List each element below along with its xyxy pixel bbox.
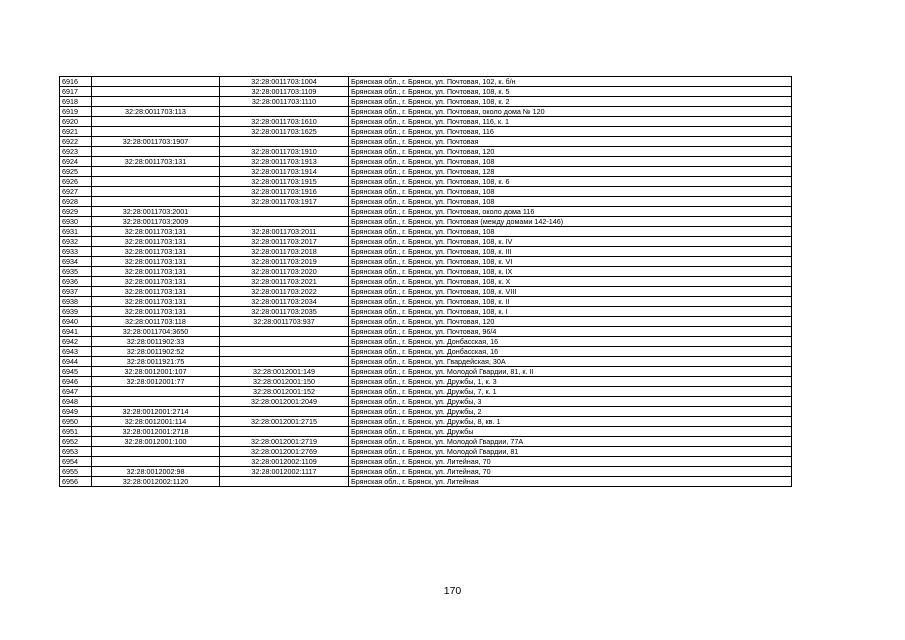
address-cell: Брянская обл., г. Брянск, ул. Почтовая, 108 [349, 187, 792, 197]
object-number-cell [220, 427, 349, 437]
object-number-cell: 32:28:0011703:1916 [220, 187, 349, 197]
parcel-number-cell [92, 187, 220, 197]
address-cell: Брянская обл., г. Брянск, ул. Почтовая (между домами 142-146) [349, 217, 792, 227]
parcel-number-cell: 32:28:0011703:131 [92, 247, 220, 257]
address-cell: Брянская обл., г. Брянск, ул. Почтовая, 108 [349, 197, 792, 207]
table-row [60, 467, 792, 477]
row-number-cell: 6955 [60, 467, 92, 477]
address-cell: Брянская обл., г. Брянск, ул. Почтовая, 108, к. VI [349, 257, 792, 267]
page-number: 170 [443, 585, 462, 597]
parcel-number-cell: 32:28:0011703:131 [92, 257, 220, 267]
row-number-cell: 6939 [60, 307, 92, 317]
table-row [60, 147, 792, 157]
parcel-number-cell: 32:28:0012001:100 [92, 437, 220, 447]
object-number-cell: 32:28:0012001:2769 [220, 447, 349, 457]
object-number-cell: 32:28:0011703:1914 [220, 167, 349, 177]
parcel-number-cell: 32:28:0011703:131 [92, 277, 220, 287]
row-number-cell: 6946 [60, 377, 92, 387]
row-number-cell: 6949 [60, 407, 92, 417]
row-number-cell: 6933 [60, 247, 92, 257]
object-number-cell: 32:28:0012001:149 [220, 367, 349, 377]
table-row [60, 437, 792, 447]
object-number-cell: 32:28:0011703:1110 [220, 97, 349, 107]
address-cell: Брянская обл., г. Брянск, ул. Почтовая, 108, к. 6 [349, 177, 792, 187]
address-cell: Брянская обл., г. Брянск, ул. Дружбы, 1, к. 3 [349, 377, 792, 387]
table-row [60, 187, 792, 197]
row-number-cell: 6926 [60, 177, 92, 187]
object-number-cell: 32:28:0011703:937 [220, 317, 349, 327]
parcel-number-cell: 32:28:0011703:131 [92, 297, 220, 307]
parcel-number-cell [92, 387, 220, 397]
row-number-cell: 6945 [60, 367, 92, 377]
cadastral-table [59, 76, 792, 487]
table-row [60, 227, 792, 237]
table-row [60, 407, 792, 417]
row-number-cell: 6929 [60, 207, 92, 217]
parcel-number-cell: 32:28:0012002:98 [92, 467, 220, 477]
row-number-cell: 6920 [60, 117, 92, 127]
address-cell: Брянская обл., г. Брянск, ул. Гвардейская, 30А [349, 357, 792, 367]
row-number-cell: 6935 [60, 267, 92, 277]
address-cell: Брянская обл., г. Брянск, ул. Донбасская, 16 [349, 347, 792, 357]
object-number-cell: 32:28:0012002:1109 [220, 457, 349, 467]
address-cell: Брянская обл., г. Брянск, ул. Литейная, 70 [349, 467, 792, 477]
parcel-number-cell [92, 127, 220, 137]
table-row [60, 257, 792, 267]
table-row [60, 387, 792, 397]
parcel-number-cell [92, 457, 220, 467]
address-cell: Брянская обл., г. Брянск, ул. Молодой Гвардии, 77А [349, 437, 792, 447]
parcel-number-cell [92, 447, 220, 457]
table-row [60, 357, 792, 367]
row-number-cell: 6927 [60, 187, 92, 197]
object-number-cell: 32:28:0011703:1917 [220, 197, 349, 207]
table-row [60, 97, 792, 107]
row-number-cell: 6947 [60, 387, 92, 397]
table-row [60, 167, 792, 177]
row-number-cell: 6951 [60, 427, 92, 437]
table-row [60, 247, 792, 257]
row-number-cell: 6954 [60, 457, 92, 467]
address-cell: Брянская обл., г. Брянск, ул. Молодой Гвардии, 81, к. II [349, 367, 792, 377]
address-cell: Брянская обл., г. Брянск, ул. Почтовая, 108, к. X [349, 277, 792, 287]
row-number-cell: 6952 [60, 437, 92, 447]
row-number-cell: 6918 [60, 97, 92, 107]
object-number-cell: 32:28:0012001:152 [220, 387, 349, 397]
row-number-cell: 6942 [60, 337, 92, 347]
object-number-cell: 32:28:0011703:1913 [220, 157, 349, 167]
object-number-cell [220, 337, 349, 347]
parcel-number-cell: 32:28:0011902:52 [92, 347, 220, 357]
parcel-number-cell [92, 77, 220, 87]
row-number-cell: 6940 [60, 317, 92, 327]
address-cell: Брянская обл., г. Брянск, ул. Почтовая [349, 137, 792, 147]
object-number-cell [220, 357, 349, 367]
address-cell: Брянская обл., г. Брянск, ул. Почтовая, 108, к. III [349, 247, 792, 257]
table-row [60, 157, 792, 167]
row-number-cell: 6937 [60, 287, 92, 297]
parcel-number-cell: 32:28:0012001:107 [92, 367, 220, 377]
object-number-cell: 32:28:0011703:2019 [220, 257, 349, 267]
object-number-cell: 32:28:0011703:2017 [220, 237, 349, 247]
table-row [60, 337, 792, 347]
object-number-cell: 32:28:0011703:1004 [220, 77, 349, 87]
address-cell: Брянская обл., г. Брянск, ул. Почтовая, около дома 116 [349, 207, 792, 217]
address-cell: Брянская обл., г. Брянск, ул. Молодой Гвардии, 81 [349, 447, 792, 457]
table-body [60, 77, 792, 487]
row-number-cell: 6956 [60, 477, 92, 487]
object-number-cell: 32:28:0011703:2035 [220, 307, 349, 317]
table-row [60, 277, 792, 287]
address-cell: Брянская обл., г. Брянск, ул. Почтовая, 128 [349, 167, 792, 177]
parcel-number-cell [92, 197, 220, 207]
object-number-cell: 32:28:0011703:2021 [220, 277, 349, 287]
table-row [60, 137, 792, 147]
table-row [60, 347, 792, 357]
address-cell: Брянская обл., г. Брянск, ул. Почтовая, 116 [349, 127, 792, 137]
address-cell: Брянская обл., г. Брянск, ул. Дружбы [349, 427, 792, 437]
address-cell: Брянская обл., г. Брянск, ул. Дружбы, 3 [349, 397, 792, 407]
table-row [60, 267, 792, 277]
object-number-cell: 32:28:0012002:1117 [220, 467, 349, 477]
address-cell: Брянская обл., г. Брянск, ул. Литейная, 70 [349, 457, 792, 467]
object-number-cell: 32:28:0011703:1625 [220, 127, 349, 137]
address-cell: Брянская обл., г. Брянск, ул. Почтовая, 120 [349, 147, 792, 157]
parcel-number-cell: 32:28:0011704:3650 [92, 327, 220, 337]
object-number-cell [220, 347, 349, 357]
row-number-cell: 6936 [60, 277, 92, 287]
table-row [60, 297, 792, 307]
parcel-number-cell [92, 147, 220, 157]
row-number-cell: 6925 [60, 167, 92, 177]
parcel-number-cell [92, 117, 220, 127]
parcel-number-cell: 32:28:0011703:118 [92, 317, 220, 327]
row-number-cell: 6930 [60, 217, 92, 227]
parcel-number-cell [92, 97, 220, 107]
parcel-number-cell: 32:28:0011921:75 [92, 357, 220, 367]
row-number-cell: 6948 [60, 397, 92, 407]
object-number-cell: 32:28:0012001:150 [220, 377, 349, 387]
parcel-number-cell: 32:28:0011703:2001 [92, 207, 220, 217]
object-number-cell: 32:28:0011703:1915 [220, 177, 349, 187]
address-cell: Брянская обл., г. Брянск, ул. Почтовая, 102, к. б/н [349, 77, 792, 87]
table-row [60, 457, 792, 467]
row-number-cell: 6941 [60, 327, 92, 337]
table-row [60, 287, 792, 297]
parcel-number-cell: 32:28:0011703:113 [92, 107, 220, 117]
object-number-cell [220, 477, 349, 487]
table-row [60, 427, 792, 437]
object-number-cell [220, 217, 349, 227]
table-row [60, 307, 792, 317]
parcel-number-cell: 32:28:0012001:114 [92, 417, 220, 427]
object-number-cell: 32:28:0012001:2719 [220, 437, 349, 447]
table-row [60, 77, 792, 87]
object-number-cell: 32:28:0011703:2022 [220, 287, 349, 297]
table-row [60, 317, 792, 327]
row-number-cell: 6934 [60, 257, 92, 267]
address-cell: Брянская обл., г. Брянск, ул. Почтовая, 108, к. 2 [349, 97, 792, 107]
parcel-number-cell: 32:28:0011703:2009 [92, 217, 220, 227]
object-number-cell: 32:28:0011703:1610 [220, 117, 349, 127]
parcel-number-cell: 32:28:0011703:131 [92, 307, 220, 317]
parcel-number-cell: 32:28:0012001:2718 [92, 427, 220, 437]
table-row [60, 367, 792, 377]
object-number-cell: 32:28:0011703:1109 [220, 87, 349, 97]
object-number-cell [220, 137, 349, 147]
row-number-cell: 6921 [60, 127, 92, 137]
row-number-cell: 6943 [60, 347, 92, 357]
table-row [60, 207, 792, 217]
table-row [60, 197, 792, 207]
object-number-cell [220, 107, 349, 117]
parcel-number-cell: 32:28:0011703:131 [92, 227, 220, 237]
parcel-number-cell: 32:28:0012002:1120 [92, 477, 220, 487]
table-row [60, 327, 792, 337]
object-number-cell [220, 207, 349, 217]
table-row [60, 177, 792, 187]
parcel-number-cell: 32:28:0011703:1907 [92, 137, 220, 147]
object-number-cell: 32:28:0011703:1910 [220, 147, 349, 157]
object-number-cell: 32:28:0011703:2020 [220, 267, 349, 277]
address-cell: Брянская обл., г. Брянск, ул. Почтовая, 120 [349, 317, 792, 327]
address-cell: Брянская обл., г. Брянск, ул. Литейная [349, 477, 792, 487]
parcel-number-cell: 32:28:0011703:131 [92, 287, 220, 297]
object-number-cell: 32:28:0011703:2034 [220, 297, 349, 307]
table-row [60, 237, 792, 247]
object-number-cell [220, 327, 349, 337]
address-cell: Брянская обл., г. Брянск, ул. Почтовая, 108, к. 5 [349, 87, 792, 97]
table-row [60, 477, 792, 487]
row-number-cell: 6944 [60, 357, 92, 367]
table-row [60, 127, 792, 137]
parcel-number-cell: 32:28:0011703:131 [92, 157, 220, 167]
address-cell: Брянская обл., г. Брянск, ул. Дружбы, 7, к. 1 [349, 387, 792, 397]
row-number-cell: 6917 [60, 87, 92, 97]
row-number-cell: 6928 [60, 197, 92, 207]
row-number-cell: 6950 [60, 417, 92, 427]
address-cell: Брянская обл., г. Брянск, ул. Дружбы, 2 [349, 407, 792, 417]
parcel-number-cell: 32:28:0011703:131 [92, 237, 220, 247]
parcel-number-cell [92, 87, 220, 97]
parcel-number-cell: 32:28:0012001:77 [92, 377, 220, 387]
address-cell: Брянская обл., г. Брянск, ул. Дружбы, 8, кв. 1 [349, 417, 792, 427]
address-cell: Брянская обл., г. Брянск, ул. Почтовая, 108, к. IV [349, 237, 792, 247]
table-row [60, 447, 792, 457]
object-number-cell: 32:28:0011703:2011 [220, 227, 349, 237]
object-number-cell: 32:28:0012001:2715 [220, 417, 349, 427]
address-cell: Брянская обл., г. Брянск, ул. Почтовая, 116, к. 1 [349, 117, 792, 127]
address-cell: Брянская обл., г. Брянск, ул. Почтовая, 108, к. I [349, 307, 792, 317]
row-number-cell: 6916 [60, 77, 92, 87]
table-row [60, 377, 792, 387]
table-row [60, 397, 792, 407]
address-cell: Брянская обл., г. Брянск, ул. Почтовая, около дома № 120 [349, 107, 792, 117]
address-cell: Брянская обл., г. Брянск, ул. Почтовая, 108 [349, 227, 792, 237]
table-row [60, 217, 792, 227]
row-number-cell: 6924 [60, 157, 92, 167]
address-cell: Брянская обл., г. Брянск, ул. Почтовая, 96/4 [349, 327, 792, 337]
object-number-cell: 32:28:0011703:2018 [220, 247, 349, 257]
object-number-cell: 32:28:0012001:2049 [220, 397, 349, 407]
object-number-cell [220, 407, 349, 417]
row-number-cell: 6932 [60, 237, 92, 247]
table-row [60, 107, 792, 117]
parcel-number-cell [92, 177, 220, 187]
table-row [60, 117, 792, 127]
address-cell: Брянская обл., г. Брянск, ул. Донбасская, 16 [349, 337, 792, 347]
parcel-number-cell: 32:28:0011703:131 [92, 267, 220, 277]
parcel-number-cell [92, 397, 220, 407]
address-cell: Брянская обл., г. Брянск, ул. Почтовая, 108, к. II [349, 297, 792, 307]
address-cell: Брянская обл., г. Брянск, ул. Почтовая, 108 [349, 157, 792, 167]
table-row [60, 87, 792, 97]
table-row [60, 417, 792, 427]
row-number-cell: 6923 [60, 147, 92, 157]
parcel-number-cell: 32:28:0011902:33 [92, 337, 220, 347]
address-cell: Брянская обл., г. Брянск, ул. Почтовая, 108, к. VIII [349, 287, 792, 297]
parcel-number-cell: 32:28:0012001:2714 [92, 407, 220, 417]
row-number-cell: 6938 [60, 297, 92, 307]
parcel-number-cell [92, 167, 220, 177]
row-number-cell: 6919 [60, 107, 92, 117]
row-number-cell: 6931 [60, 227, 92, 237]
address-cell: Брянская обл., г. Брянск, ул. Почтовая, 108, к. IX [349, 267, 792, 277]
row-number-cell: 6922 [60, 137, 92, 147]
row-number-cell: 6953 [60, 447, 92, 457]
